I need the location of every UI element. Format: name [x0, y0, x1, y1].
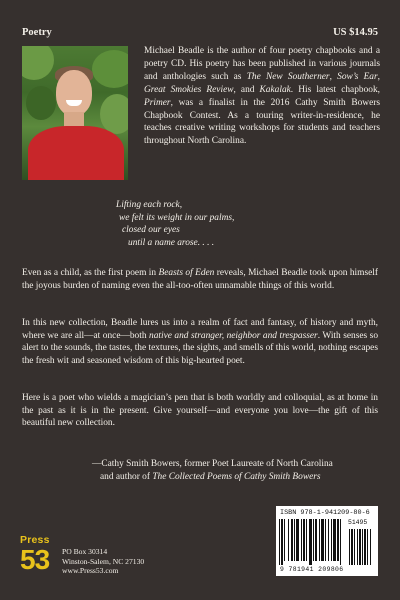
barcode-bar [306, 519, 307, 561]
author-photo [22, 46, 128, 180]
barcode-bar [331, 519, 332, 561]
barcode-addon-bar [357, 529, 358, 565]
endorsement-blurb: —Cathy Smith Bowers, former Poet Laureate of North Carolina and author of The Collected Poems of Cathy Smith Bowers [92, 459, 333, 482]
barcode-bar [325, 519, 326, 561]
barcode-bar [281, 519, 283, 565]
barcode-bar [296, 519, 299, 561]
barcode-addon-digits: 51495 [348, 519, 368, 526]
address-line: Winston-Salem, NC 27130 [62, 556, 145, 566]
barcode-addon-bar [370, 529, 371, 565]
barcode-addon-bar [349, 529, 350, 565]
logo-text-number: 53 [20, 544, 50, 575]
poem-line: we felt its weight in our palms, [119, 212, 235, 223]
barcode-bar [315, 519, 317, 561]
barcode-bar [303, 519, 305, 561]
barcode-addon-bar [362, 529, 363, 565]
description-paragraph-1: Even as a child, as the first poem in Beasts of Eden reveals, Michael Beadle took upon himself the joyous burden of naming even the all-too-often unnamable things of this world. [22, 268, 378, 291]
barcode-bar [313, 519, 314, 561]
barcode-bar [279, 519, 280, 565]
barcode-bar [288, 519, 289, 561]
description-paragraph-2: In this new collection, Beadle lures us into a realm of fact and fantasy, of history and myth, where we are all—at once—both native and stranger, neighbor and trespasser. With senses so alert to the sounds, the tastes, the textures, the sights, and smells of this world, nothing escapes the fresh wit and seasoned wisdom of this big-hearted poet. [22, 318, 379, 366]
barcode-bars-icon [279, 519, 375, 567]
barcode-bar [294, 519, 295, 561]
genre-label: Poetry [22, 27, 52, 38]
author-bio: Michael Beadle is the author of four poetry chapbooks and a poetry CD. His poetry has been published in various journals and anthologies such as The New Southerner, Sow’s Ear, Great Smokies Review, and Kakalak. His latest chapbook, Primer, was a finalist in the 2016 Cathy Smith Bowers Chapbook Contest. As a touring writer-in-residence, he teaches creative writing workshops for students and teachers throughout North Carolina. [144, 46, 380, 147]
barcode-bar [340, 519, 341, 565]
barcode-bar [333, 519, 336, 561]
isbn-barcode [276, 506, 378, 576]
photo-face [56, 70, 92, 116]
barcode-addon-bar [367, 529, 368, 565]
website-link[interactable]: www.Press53.com [62, 566, 119, 576]
barcode-addon-bar [354, 529, 355, 565]
publisher-address [62, 547, 144, 576]
poem-line: until a name arose. . . . [128, 237, 215, 248]
address-line: PO Box 30314 [62, 547, 108, 556]
price-label: US $14.95 [333, 27, 378, 38]
barcode-bar [319, 519, 320, 561]
poem-line: closed our eyes [122, 225, 180, 236]
photo-shirt [28, 126, 124, 180]
barcode-bar [284, 519, 285, 561]
barcode-addon-bar [364, 529, 366, 565]
publisher-logo [20, 535, 54, 579]
barcode-addon-bar [351, 529, 353, 565]
description-paragraph-3: Here is a poet who wields a magician’s pen that is both worldly and colloquial, as at home in the past as it is in the present. Give yourself—and everyone you love—the gift of this beautiful new collection. [22, 393, 378, 429]
barcode-bar [321, 519, 324, 561]
barcode-digits: 9 781941 209806 [280, 566, 344, 573]
barcode-bar [328, 519, 329, 561]
poem-line: Lifting each rock, [116, 200, 183, 210]
barcode-bar [301, 519, 302, 561]
isbn-number: ISBN 978-1-941209-80-6 [280, 509, 370, 517]
logo-text-press: Press [20, 534, 50, 546]
barcode-bar [309, 519, 312, 565]
poem-excerpt [116, 199, 234, 249]
barcode-bar [291, 519, 293, 561]
barcode-addon-bar [359, 529, 361, 565]
barcode-bar [337, 519, 339, 561]
